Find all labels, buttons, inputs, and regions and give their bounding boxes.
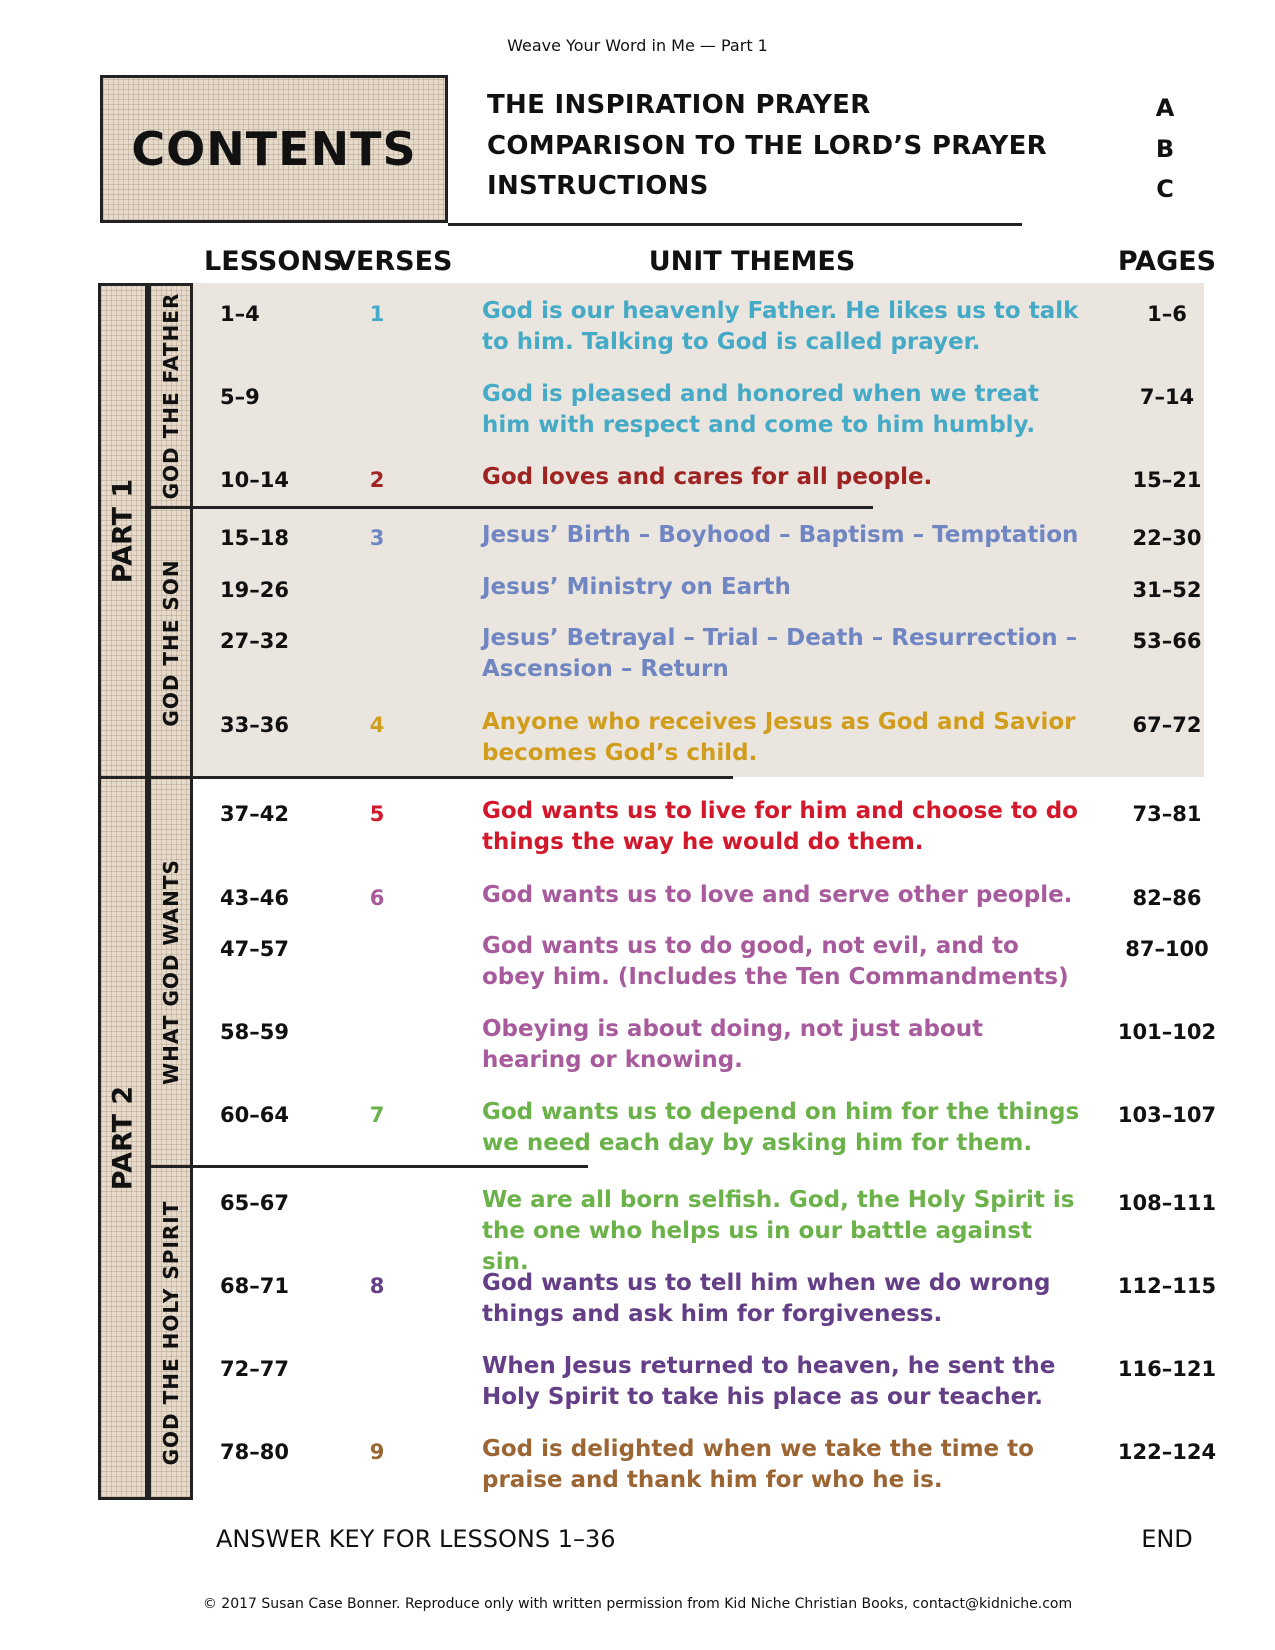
front-item-inspiration-prayer: THE INSPIRATION PRAYER [487, 90, 871, 120]
row-11-lessons: 58–59 [220, 1020, 289, 1044]
row-3-lessons: 10–14 [220, 468, 289, 492]
part2-label: PART 2 [107, 1085, 139, 1191]
row-2-pages: 7–14 [1139, 385, 1195, 409]
row-6-lessons: 27–32 [220, 629, 289, 653]
row-3-verse: 2 [369, 468, 385, 492]
contents-banner [100, 75, 448, 223]
row-4-verse: 3 [369, 526, 385, 550]
row-14-pages: 112–115 [1117, 1274, 1217, 1298]
row-14-verse: 8 [369, 1274, 385, 1298]
row-6-pages: 53–66 [1132, 629, 1202, 653]
row-16-theme: God is delighted when we take the time to praise and thank him for who he is. [482, 1436, 1034, 1493]
front-item-instructions: INSTRUCTIONS [487, 171, 709, 201]
row-4-theme: Jesus’ Birth – Boyhood – Baptism – Temptation [482, 522, 1079, 548]
row-15-theme: When Jesus returned to heaven, he sent the Holy Spirit to take his place as our teacher. [482, 1353, 1056, 1410]
front-item-lords-prayer: COMPARISON TO THE LORD’S PRAYER [487, 131, 1047, 161]
front-matter-underline [448, 223, 1022, 226]
verses-header: VERSES [335, 246, 453, 277]
row-5-lessons: 19–26 [220, 578, 289, 602]
unit-son-label: GOD THE SON [158, 558, 183, 727]
row-5-theme: Jesus’ Ministry on Earth [482, 574, 791, 600]
row-10-theme: God wants us to do good, not evil, and to obey him. (Includes the Ten Commandments) [482, 933, 1069, 990]
unit-holy-spirit-column [148, 1165, 193, 1500]
row-15-lessons: 72–77 [220, 1357, 289, 1381]
front-page-c: C [1156, 175, 1174, 203]
row-9-lessons: 43–46 [220, 886, 289, 910]
unit-what-god-wants-label: WHAT GOD WANTS [158, 859, 183, 1085]
row-11-theme: Obeying is about doing, not just about hearing or knowing. [482, 1016, 984, 1073]
row-6-theme: Jesus’ Betrayal – Trial – Death – Resurrection – Ascension – Return [482, 625, 1078, 682]
row-13-lessons: 65–67 [220, 1191, 289, 1215]
row-8-pages: 73–81 [1132, 802, 1202, 826]
row-9-verse: 6 [369, 886, 385, 910]
row-16-lessons: 78–80 [220, 1440, 289, 1464]
part1-label: PART 1 [107, 478, 139, 584]
row-5-pages: 31–52 [1132, 578, 1202, 602]
row-1-pages: 1–6 [1147, 302, 1187, 326]
row-3-theme: God loves and cares for all people. [482, 464, 933, 490]
row-1-theme: God is our heavenly Father. He likes us to talk to him. Talking to God is called prayer. [482, 298, 1079, 355]
answer-key-label: ANSWER KEY FOR LESSONS 1–36 [216, 1525, 616, 1553]
unit-what-god-wants-column [148, 776, 193, 1168]
row-14-lessons: 68–71 [220, 1274, 289, 1298]
front-page-a: A [1155, 94, 1175, 122]
unit-holy-spirit-label: GOD THE HOLY SPIRIT [158, 1200, 183, 1465]
copyright-notice: © 2017 Susan Case Bonner. Reproduce only with written permission from Kid Niche Christian Books, contact@kidniche.com [202, 1596, 1073, 1612]
row-1-verse: 1 [369, 302, 385, 326]
row-3-pages: 15–21 [1132, 468, 1202, 492]
contents-title: CONTENTS [131, 122, 417, 176]
row-4-pages: 22–30 [1132, 526, 1202, 550]
row-12-theme: God wants us to depend on him for the things we need each day by asking him for them. [482, 1099, 1080, 1156]
row-10-pages: 87–100 [1125, 937, 1209, 961]
row-16-verse: 9 [369, 1440, 385, 1464]
divider-part1-part2 [98, 776, 733, 779]
row-12-pages: 103–107 [1117, 1103, 1217, 1127]
row-2-lessons: 5–9 [220, 385, 260, 409]
row-16-pages: 122–124 [1117, 1440, 1217, 1464]
row-12-verse: 7 [369, 1103, 385, 1127]
row-15-pages: 116–121 [1117, 1357, 1217, 1381]
row-7-verse: 4 [369, 713, 385, 737]
front-page-b: B [1155, 135, 1175, 163]
pages-header: PAGES [1117, 246, 1217, 277]
divider-wants-spirit [148, 1165, 588, 1168]
row-9-theme: God wants us to love and serve other people. [482, 882, 1073, 908]
answer-key-page: END [1141, 1525, 1193, 1553]
row-2-theme: God is pleased and honored when we treat him with respect and come to him humbly. [482, 381, 1039, 438]
themes-header: UNIT THEMES [648, 246, 856, 277]
row-7-lessons: 33–36 [220, 713, 289, 737]
document-title: Weave Your Word in Me — Part 1 [507, 36, 768, 55]
lessons-header: LESSONS [204, 246, 343, 277]
unit-father-column [148, 283, 193, 509]
row-4-lessons: 15–18 [220, 526, 289, 550]
row-14-theme: God wants us to tell him when we do wrong things and ask him for forgiveness. [482, 1270, 1051, 1327]
row-13-theme: We are all born selfish. God, the Holy Spirit is the one who helps us in our battle against sin. [482, 1187, 1075, 1275]
row-13-pages: 108–111 [1117, 1191, 1217, 1215]
row-9-pages: 82–86 [1132, 886, 1202, 910]
part2-column [98, 776, 148, 1500]
row-8-verse: 5 [369, 802, 385, 826]
unit-son-column [148, 506, 193, 779]
row-10-lessons: 47–57 [220, 937, 289, 961]
row-7-pages: 67–72 [1132, 713, 1202, 737]
row-12-lessons: 60–64 [220, 1103, 289, 1127]
row-8-theme: God wants us to live for him and choose to do things the way he would do them. [482, 798, 1078, 855]
row-11-pages: 101–102 [1117, 1020, 1217, 1044]
part1-column [98, 283, 148, 779]
row-1-lessons: 1–4 [220, 302, 260, 326]
row-8-lessons: 37–42 [220, 802, 289, 826]
row-7-theme: Anyone who receives Jesus as God and Savior becomes God’s child. [482, 709, 1076, 766]
divider-father-son [148, 506, 873, 509]
unit-father-label: GOD THE FATHER [158, 292, 183, 500]
